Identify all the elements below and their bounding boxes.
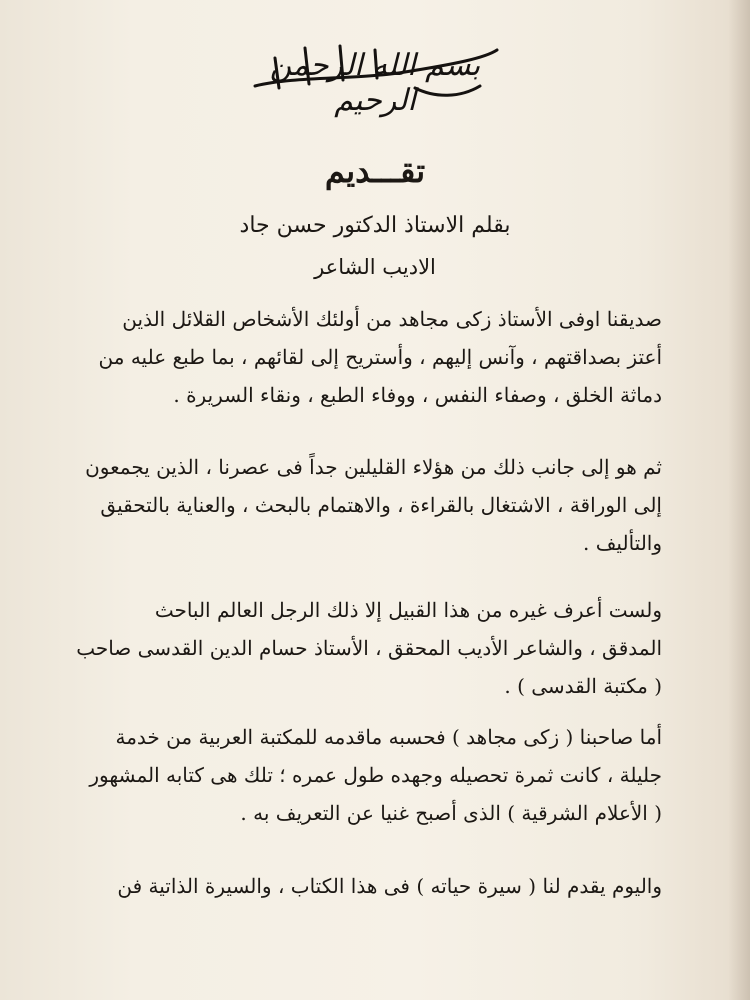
text-line: ثم هو إلى جانب ذلك من هؤلاء القليلين جداً فى عصرنا ، الذين يجمعون [85, 455, 662, 479]
paragraph-2 [60, 448, 662, 562]
text-line: إلى الوراقة ، الاشتغال بالقراءة ، والاهتمام بالبحث ، والعناية بالتحقيق [100, 493, 662, 517]
text-line: دماثة الخلق ، وصفاء النفس ، ووفاء الطبع ، ونقاء السريرة . [173, 383, 662, 407]
text-line: المدقق ، والشاعر الأديب المحقق ، الأستاذ حسام الدين القدسى صاحب [76, 636, 662, 660]
text-line: صديقنا اوفى الأستاذ زكى مجاهد من أولئك الأشخاص القلائل الذين [122, 307, 662, 331]
text-line: أما صاحبنا ( زكى مجاهد ) فحسبه ماقدمه للمكتبة العربية من خدمة [115, 725, 662, 749]
text-line: أعتز بصداقتهم ، وآنس إليهم ، وأستريح إلى لقائهم ، بما طبع عليه من [98, 345, 662, 369]
paragraph-4 [60, 718, 662, 832]
text-line: واليوم يقدم لنا ( سيرة حياته ) فى هذا الكتاب ، والسيرة الذاتية فن [117, 874, 662, 898]
paragraph-1 [60, 300, 662, 414]
paragraph-5 [60, 867, 662, 905]
basmala-calligraphy [235, 28, 515, 118]
page-edge-shadow [728, 0, 750, 1000]
paragraph-3 [60, 591, 662, 705]
basmala-text: بسم الله الرحمن الرحيم [269, 48, 481, 118]
author-byline: بقلم الاستاذ الدكتور حسن جاد [239, 213, 511, 238]
text-line: ( مكتبة القدسى ) . [504, 674, 662, 698]
text-line: جليلة ، كانت ثمرة تحصيله وجهده طول عمره ؛ تلك هى كتابه المشهور [89, 763, 662, 787]
author-role: الاديب الشاعر [314, 255, 436, 279]
text-line: ( الأعلام الشرقية ) الذى أصبح غنيا عن التعريف به . [240, 801, 662, 825]
text-line: ولست أعرف غيره من هذا القبيل إلا ذلك الرجل العالم الباحث [154, 598, 662, 622]
section-title: تقـــديم [324, 152, 426, 190]
text-line: والتأليف . [583, 531, 662, 555]
